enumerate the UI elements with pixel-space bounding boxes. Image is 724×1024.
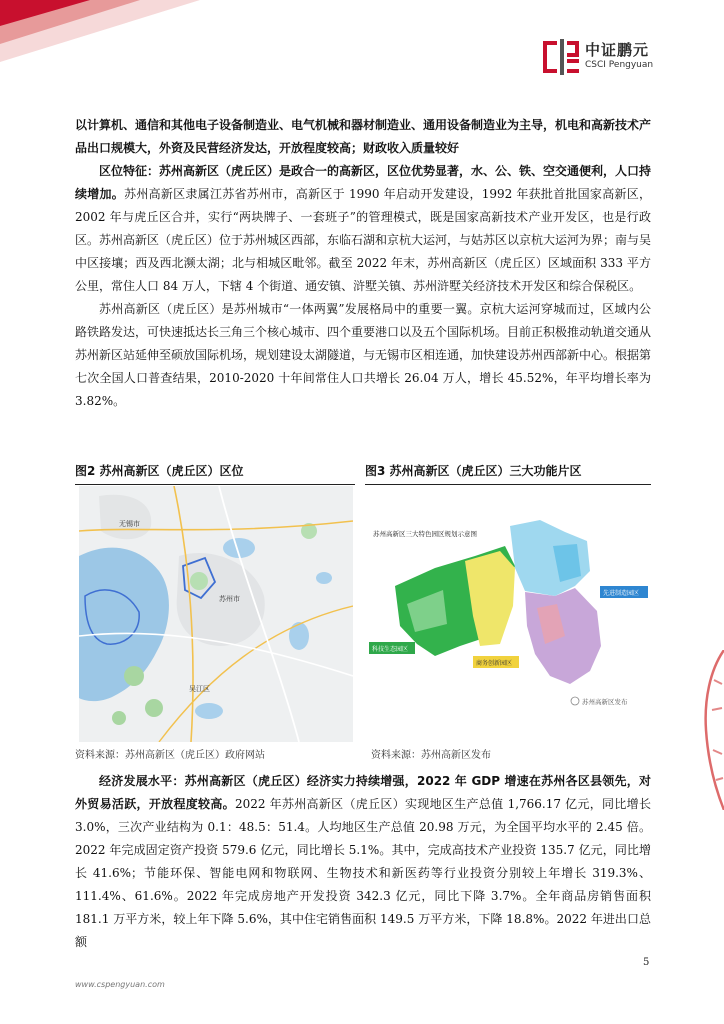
summary-bold-text: 以计算机、通信和其他电子设备制造业、电气机械和器材制造业、通用设备制造业为主导，机电和高新技术产品出口规模大，外资及民营经济发达，开放程度较高；财政收入质量较好: [75, 118, 652, 155]
header-decoration: [0, 0, 200, 70]
map-label-wujiang: 吴江区: [189, 685, 210, 693]
zones-map-watermark: 苏州高新区发布: [582, 698, 628, 706]
zone-label-advanced-manufacturing: 先进制造园区: [603, 590, 640, 597]
fig2-rule: [75, 484, 355, 485]
fig3-source: 资料来源：苏州高新区发布: [371, 750, 491, 761]
zones-map-title: 苏州高新区三大特色园区规划示意图: [373, 530, 477, 538]
fig2-caption: 图2 苏州高新区（虎丘区）区位: [75, 464, 244, 478]
zone-label-business-innovation: 商务创新园区: [476, 660, 513, 667]
zone-label-tech-ecology: 科技生态园区: [372, 646, 409, 653]
economy-heading: 经济发展水平：苏州高新区（虎丘区）经济实力持续增强，2022 年 GDP 增速在苏州各区县领先，对外贸易活跃，开放程度较高。: [75, 774, 651, 811]
figures-row: [75, 462, 651, 762]
fig3-caption: 图3 苏州高新区（虎丘区）三大功能片区: [365, 464, 582, 478]
economy-text: 2022 年苏州高新区（虎丘区）实现地区生产总值 1,766.17 亿元，同比增长 3.0%，三次产业结构为 0.1：48.5：51.4。人均地区生产总值 20.98 万元，为全国平均水平的 2.45 倍。2022 年完成固定资产投资 579.6 亿元，同比增长 5.1%。其中，完成高技术产业投资 135.7 亿元，同比增长 41.6%；节能环保、智能电网和物联网、生物技术和新医药等行业投资分别较上年增长 319.3%、111.4%、61.6%。2022 年完成房地产开发投资 342.3 亿元，同比下降 3.7%。全年商品房销售面积 181.1 万平方米，较上年下降 5.6%，其中住宅销售面积 149.5 万平方米，下降 18.8%。2022 年进出口总额: [75, 797, 651, 949]
fig2-location-map: [79, 486, 353, 742]
body-text: [75, 114, 651, 413]
footer-website: www.cspengyuan.com: [75, 980, 165, 989]
zones-map-image: [365, 486, 651, 742]
map-label-suzhou: 苏州市: [219, 595, 240, 603]
logo-english-name: CSCI Pengyuan: [585, 60, 654, 70]
location-text: 苏州高新区隶属江苏省苏州市，高新区于 1990 年启动开发建设，1992 年获批首批国家高新区，2002 年与虎丘区合并，实行“两块牌子、一套班子”的管理模式，既是国家高新技术产业开发区，也是行政区。苏州高新区（虎丘区）位于苏州城区西部，东临石湖和京杭大运河，与姑苏区以京杭大运河为界；南与吴中区接壤；西及西北濒太湖；北与相城区毗邻。截至 2022 年末，苏州高新区（虎丘区）区域面积 333 平方公里，常住人口 84 万人，下辖 4 个街道、通安镇、浒墅关镇、苏州浒墅关经济技术开发区和综合保税区。: [75, 187, 652, 293]
paragraph-economy: [75, 770, 651, 954]
company-logo: [541, 37, 681, 77]
economy-section: [75, 770, 651, 954]
paragraph-location: [75, 160, 651, 298]
paragraph-summary: [75, 114, 651, 160]
location-heading: 区位特征：苏州高新区（虎丘区）是政合一的高新区，区位优势显著，水、公、铁、空交通便利，人口持续增加。: [75, 164, 652, 201]
paragraph-transport: 苏州高新区（虎丘区）是苏州城市“一体两翼”发展格局中的重要一翼。京杭大运河穿城而过，区域内公路铁路发达，可快速抵达长三角三个核心城市、四个重要港口以及五个国际机场。目前正积极推动轨道交通从苏州新区站延伸至硕放国际机场，规划建设太湖隧道，与无锡市区相连通，加快建设苏州西部新中心。根据第七次全国人口普查结果，2010-2020 十年间常住人口共增长 26.04 万人，增长 45.52%，年平均增长率为 3.82%。: [75, 302, 652, 408]
logo-chinese-name: 中证鹏元: [585, 41, 650, 59]
logo-mark-icon: [541, 37, 581, 77]
fig2-source: 资料来源：苏州高新区（虎丘区）政府网站: [75, 750, 265, 761]
fig3-zones-map: [365, 486, 651, 742]
page-number: 5: [643, 957, 650, 968]
seal-stamp-fragment: [700, 650, 724, 810]
map-label-wuxi: 无锡市: [119, 520, 140, 528]
location-map-image: [79, 486, 353, 742]
fig3-rule: [365, 484, 651, 485]
